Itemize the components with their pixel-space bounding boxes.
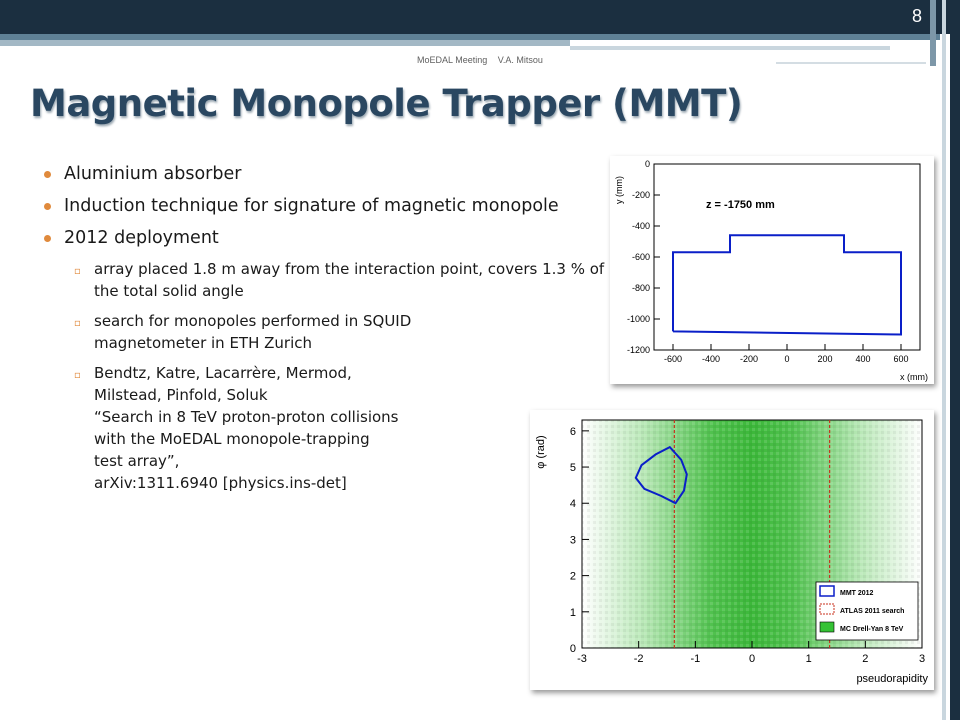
y-tick-label: 2 <box>569 570 576 583</box>
sub-bullet-text: search for monopoles performed in SQUID magnetometer in ETH Zurich <box>94 312 412 352</box>
x-tick-label: -1 <box>690 653 701 665</box>
x-axis-label: x (mm) <box>900 372 928 382</box>
x-tick-label: -3 <box>577 653 587 665</box>
mmt-geometry-plot <box>610 156 934 384</box>
x-tick-label: 2 <box>862 653 869 665</box>
y-tick-label: 4 <box>569 498 576 511</box>
y-tick-label: 6 <box>569 425 576 438</box>
slide-title: Magnetic Monopole Trapper (MMT) <box>30 82 743 125</box>
citation-line: test array”, <box>94 452 180 470</box>
slide-body <box>44 162 614 502</box>
x-tick-label: 400 <box>855 354 871 364</box>
y-tick-label: -400 <box>631 221 650 231</box>
x-tick-label: 0 <box>784 354 790 364</box>
square-bullet-icon: ▫ <box>74 318 81 329</box>
y-tick-label: -1200 <box>626 345 650 355</box>
y-tick-label: 5 <box>569 462 576 475</box>
x-tick-label: -600 <box>663 354 683 364</box>
square-bullet-icon: ▫ <box>74 266 81 277</box>
side-bar <box>950 0 960 720</box>
y-tick-label: -600 <box>631 252 650 262</box>
y-tick-label: 3 <box>569 534 576 547</box>
y-tick-label: -1000 <box>626 314 650 324</box>
bullet: Induction technique for signature of magnetic monopole <box>44 194 564 218</box>
x-axis-label: pseudorapidity <box>856 673 928 685</box>
footer-event: MoEDAL Meeting <box>417 55 488 65</box>
page-number: 8 <box>911 6 922 26</box>
legend-swatch-drell-yan <box>820 622 834 632</box>
eta-phi-svg <box>530 410 934 690</box>
mmt-outline-series <box>673 235 901 334</box>
y-axis-label: φ (rad) <box>535 435 547 469</box>
y-axis-label: y (mm) <box>614 176 624 204</box>
x-tick-label: 3 <box>918 653 926 665</box>
slide-footer <box>0 55 960 65</box>
footer-author: V.A. Mitsou <box>497 55 543 65</box>
y-tick-label: -200 <box>631 190 650 200</box>
header-bar <box>0 0 960 34</box>
legend-label: MMT 2012 <box>840 590 874 597</box>
sub-bullet <box>44 362 534 494</box>
eta-phi-plot <box>530 410 934 690</box>
citation-line: arXiv:1311.6940 [physics.ins-det] <box>94 474 347 492</box>
legend <box>816 582 918 640</box>
y-tick-label: 1 <box>569 606 576 619</box>
citation-line: Bendtz, Katre, Lacarrère, Mermod, <box>94 364 352 382</box>
y-tick-label: -800 <box>631 283 650 293</box>
sub-bullet-text: array placed 1.8 m away from the interaction point, covers 1.3 % of the total solid angle <box>94 260 605 300</box>
citation-line: Milstead, Pinfold, Soluk <box>94 386 268 404</box>
x-tick-label: -2 <box>633 653 644 665</box>
x-tick-label: -400 <box>701 354 721 364</box>
sub-bullet <box>44 258 614 302</box>
y-tick-label: 0 <box>569 643 576 655</box>
x-tick-label: 600 <box>893 354 909 364</box>
x-tick-label: -200 <box>739 354 759 364</box>
legend-label: MC Drell-Yan 8 TeV <box>840 626 904 633</box>
y-tick-label: 0 <box>644 159 650 169</box>
header-stripe <box>0 40 570 46</box>
citation-line: “Search in 8 TeV proton-proton collisions <box>94 408 399 426</box>
plot-annotation: z = -1750 mm <box>706 199 775 211</box>
x-tick-label: 0 <box>748 653 756 665</box>
header-stripe <box>570 46 890 50</box>
x-tick-label: 200 <box>817 354 833 364</box>
x-tick-label: 1 <box>805 653 812 665</box>
plot-frame <box>654 164 920 350</box>
legend-label: ATLAS 2011 search <box>840 608 905 615</box>
sub-bullet <box>44 310 514 354</box>
bullet: Aluminium absorber <box>44 162 584 186</box>
citation-line: with the MoEDAL monopole-trapping <box>94 430 370 448</box>
square-bullet-icon: ▫ <box>74 370 81 381</box>
bullet: 2012 deployment <box>44 226 564 250</box>
mmt-geometry-svg <box>610 156 934 384</box>
side-bar <box>942 0 946 720</box>
